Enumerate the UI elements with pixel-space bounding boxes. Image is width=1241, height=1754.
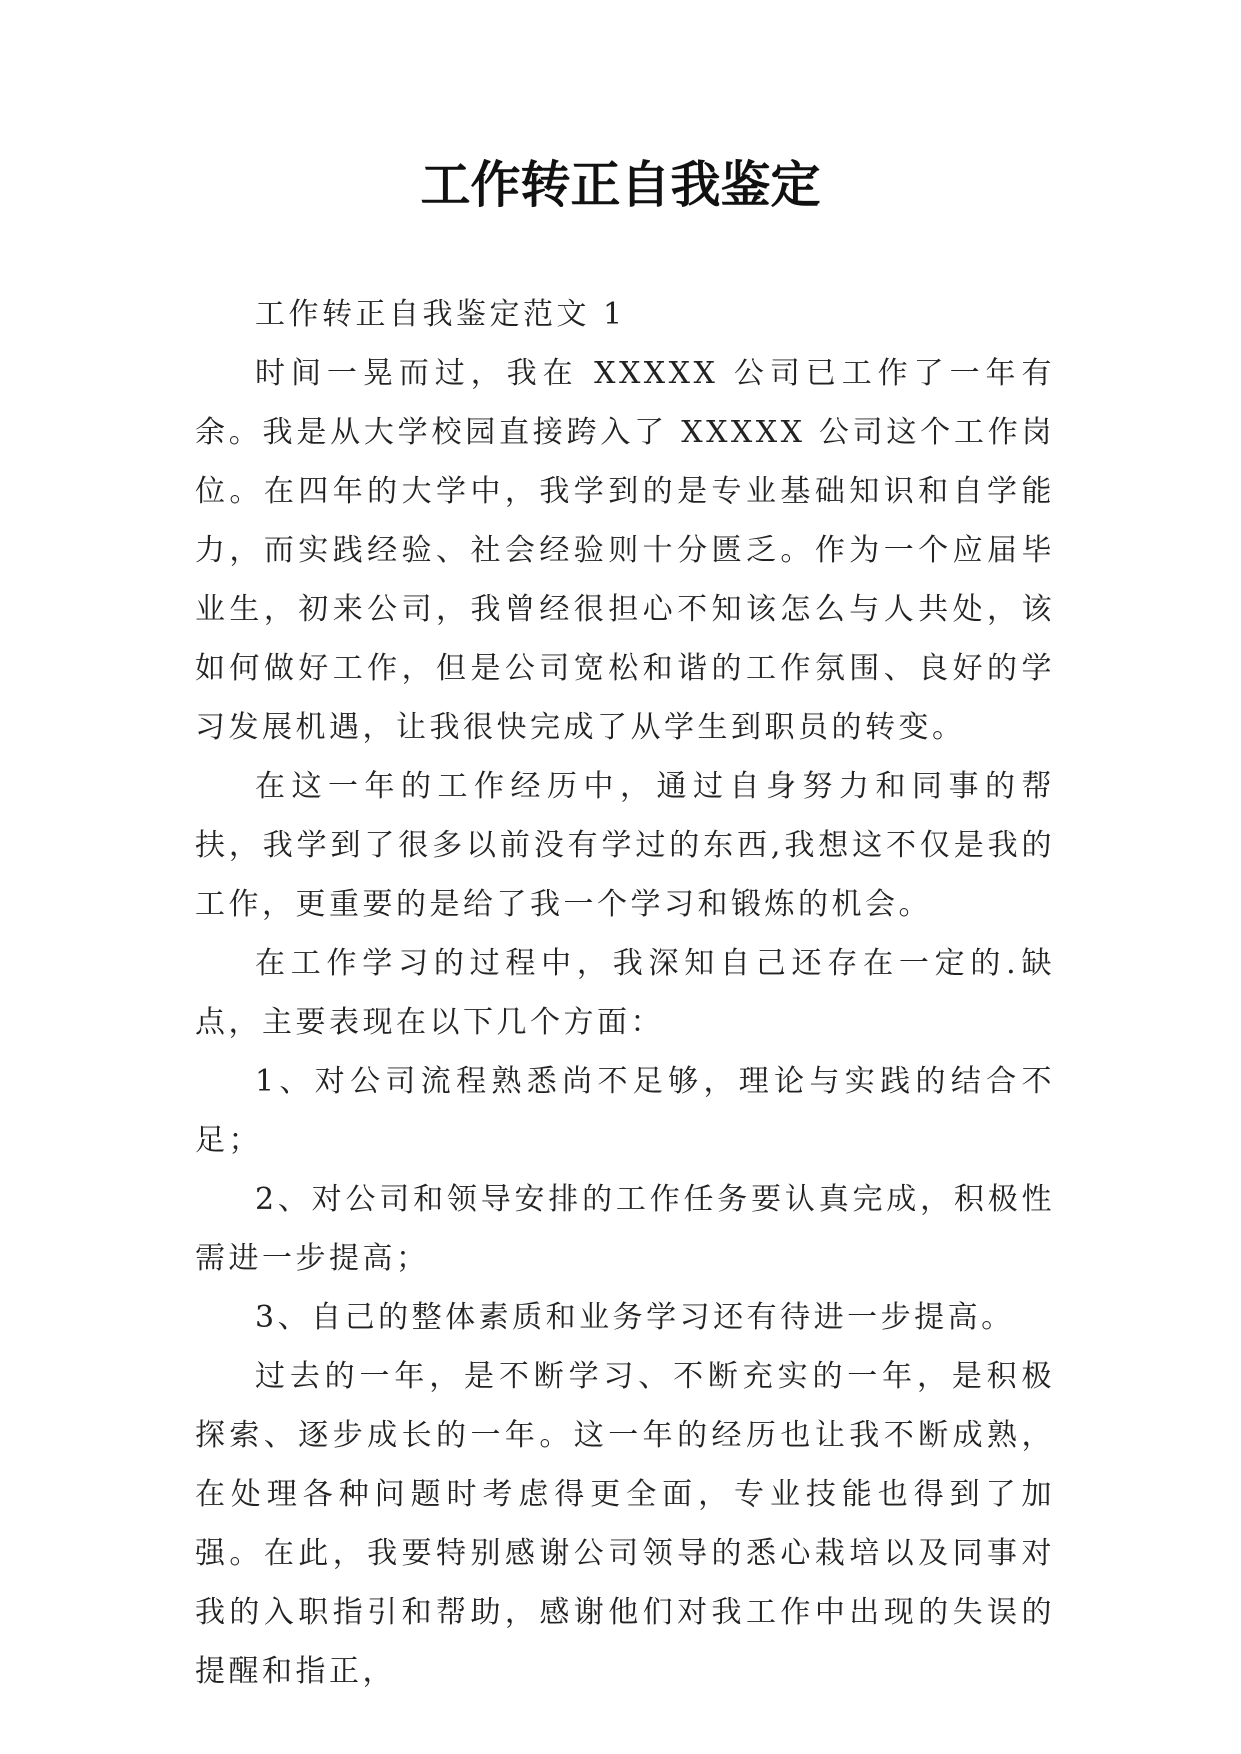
list-item: 2、对公司和领导安排的工作任务要认真完成，积极性需进一步提高； bbox=[195, 1182, 1055, 1276]
list-item: 3、自己的整体素质和业务学习还有待进一步提高。 bbox=[255, 1300, 1015, 1335]
document-title: 工作转正自我鉴定 bbox=[420, 155, 821, 214]
paragraph: 在工作学习的过程中，我深知自己还存在一定的.缺点，主要表现在以下几个方面： bbox=[195, 946, 1055, 1040]
document-body bbox=[195, 285, 1055, 1701]
list-item: 1、对公司流程熟悉尚不足够，理论与实践的结合不足； bbox=[195, 1064, 1055, 1158]
section-heading: 工作转正自我鉴定范文 1 bbox=[255, 297, 626, 332]
paragraph: 时间一晃而过，我在 XXXXX 公司已工作了一年有余。我是从大学校园直接跨入了 XXXXX 公司这个工作岗位。在四年的大学中，我学到的是专业基础知识和自学能力，而实践经验、社会经验则十分匮乏。作为一个应届毕业生，初来公司，我曾经很担心不知该怎么与人共处，该如何做好工作，但是公司宽松和谐的工作氛围、良好的学习发展机遇，让我很快完成了从学生到职员的转变。 bbox=[195, 356, 1055, 745]
paragraph: 过去的一年，是不断学习、不断充实的一年，是积极探索、逐步成长的一年。这一年的经历也让我不断成熟，在处理各种问题时考虑得更全面，专业技能也得到了加强。在此，我要特别感谢公司领导的悉心栽培以及同事对我的入职指引和帮助，感谢他们对我工作中出现的失误的提醒和指正， bbox=[195, 1359, 1055, 1689]
paragraph: 在这一年的工作经历中，通过自身努力和同事的帮扶，我学到了很多以前没有学过的东西,我想这不仅是我的工作，更重要的是给了我一个学习和锻炼的机会。 bbox=[195, 769, 1055, 922]
